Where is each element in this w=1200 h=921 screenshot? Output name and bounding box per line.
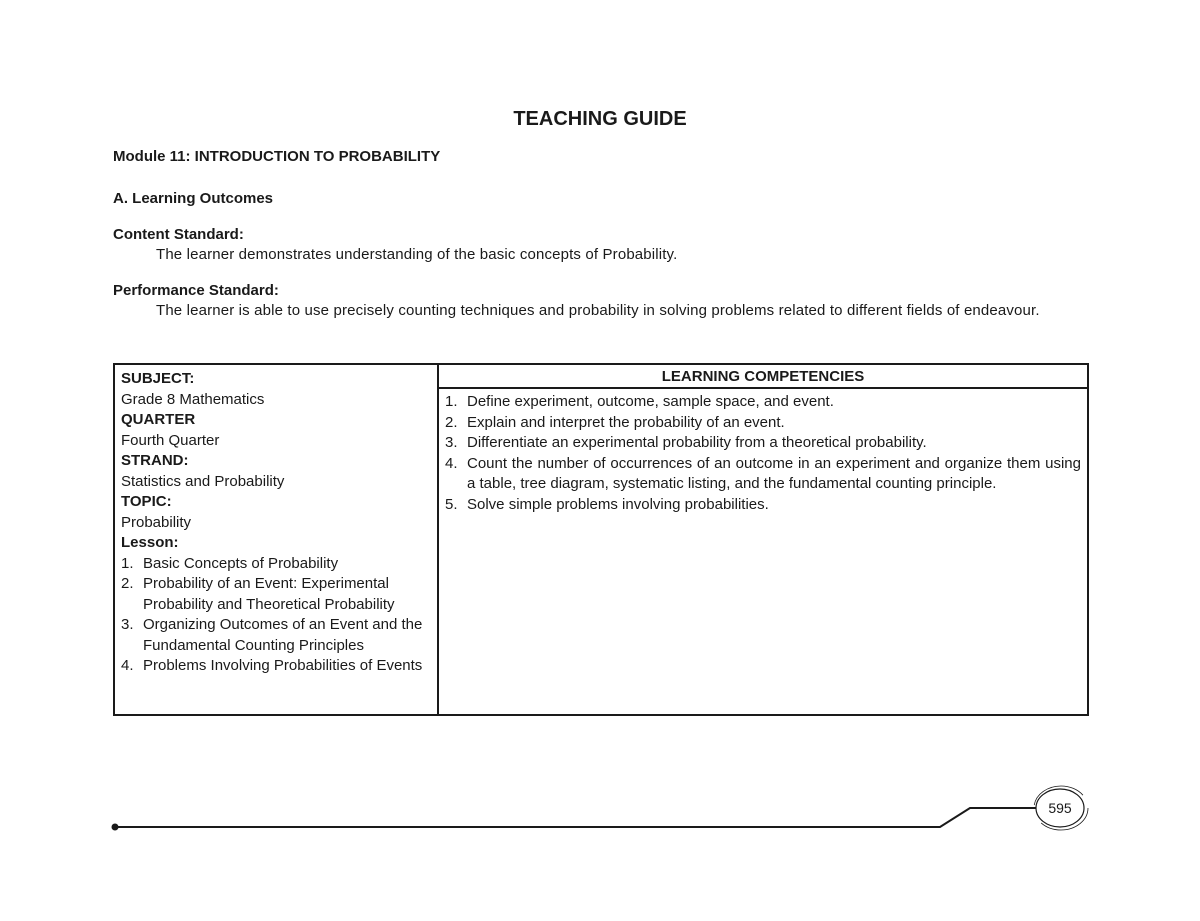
lesson-number: 4. (121, 657, 134, 674)
performance-standard-label: Performance Standard: (113, 282, 279, 299)
competency-text: Differentiate an experimental probability from a theoretical probability. (467, 434, 927, 451)
lesson-text: Basic Concepts of Probability (143, 554, 339, 572)
competency-text: Count the number of occurrences of an outcome in an experiment and organize them using a table, tree diagram, systematic listing, and the fundamental counting principle. (467, 454, 1081, 492)
topic-label: TOPIC: (121, 493, 172, 510)
competency-text: Solve simple problems involving probabilities. (467, 495, 769, 513)
page-title: TEACHING GUIDE (513, 108, 687, 130)
quarter-label: QUARTER (121, 411, 196, 428)
lesson-number: 3. (121, 616, 134, 633)
module-title: Module 11: INTRODUCTION TO PROBABILITY (113, 148, 441, 165)
content-standard-text: The learner demonstrates understanding of the basic concepts of Probability. (156, 246, 678, 263)
quarter-value: Fourth Quarter (121, 431, 220, 449)
content-standard-label: Content Standard: (113, 226, 244, 243)
subject-value: Grade 8 Mathematics (121, 390, 265, 408)
lesson-number: 2. (121, 575, 134, 592)
competency-number: 2. (445, 413, 458, 431)
section-heading: A. Learning Outcomes (113, 190, 274, 207)
lesson-text: Problems Involving Probabilities of Events (143, 657, 423, 674)
competency-number: 3. (445, 434, 458, 451)
topic-value: Probability (121, 513, 192, 531)
strand-label: STRAND: (121, 452, 189, 469)
lesson-text: Organizing Outcomes of an Event and the Fundamental Counting Principles (143, 616, 423, 654)
competencies-header: LEARNING COMPETENCIES (439, 365, 1087, 389)
competency-number: 1. (445, 393, 458, 410)
competency-text: Define experiment, outcome, sample space, and event. (467, 393, 834, 410)
competency-number: 5. (445, 495, 458, 513)
performance-standard-text: The learner is able to use precisely counting techniques and probability in solving problems related to different fields of endeavour. (156, 302, 1040, 319)
page-number: 595 (1048, 800, 1072, 816)
lesson-number: 1. (121, 554, 134, 572)
footer-line (115, 808, 1036, 827)
competency-text: Explain and interpret the probability of an event. (467, 413, 785, 431)
strand-value: Statistics and Probability (121, 472, 285, 490)
subject-label: SUBJECT: (121, 370, 195, 387)
lesson-label: Lesson: (121, 534, 179, 551)
competency-number: 4. (445, 454, 458, 472)
lesson-text: Probability of an Event: Experimental Probability and Theoretical Probability (143, 575, 395, 613)
